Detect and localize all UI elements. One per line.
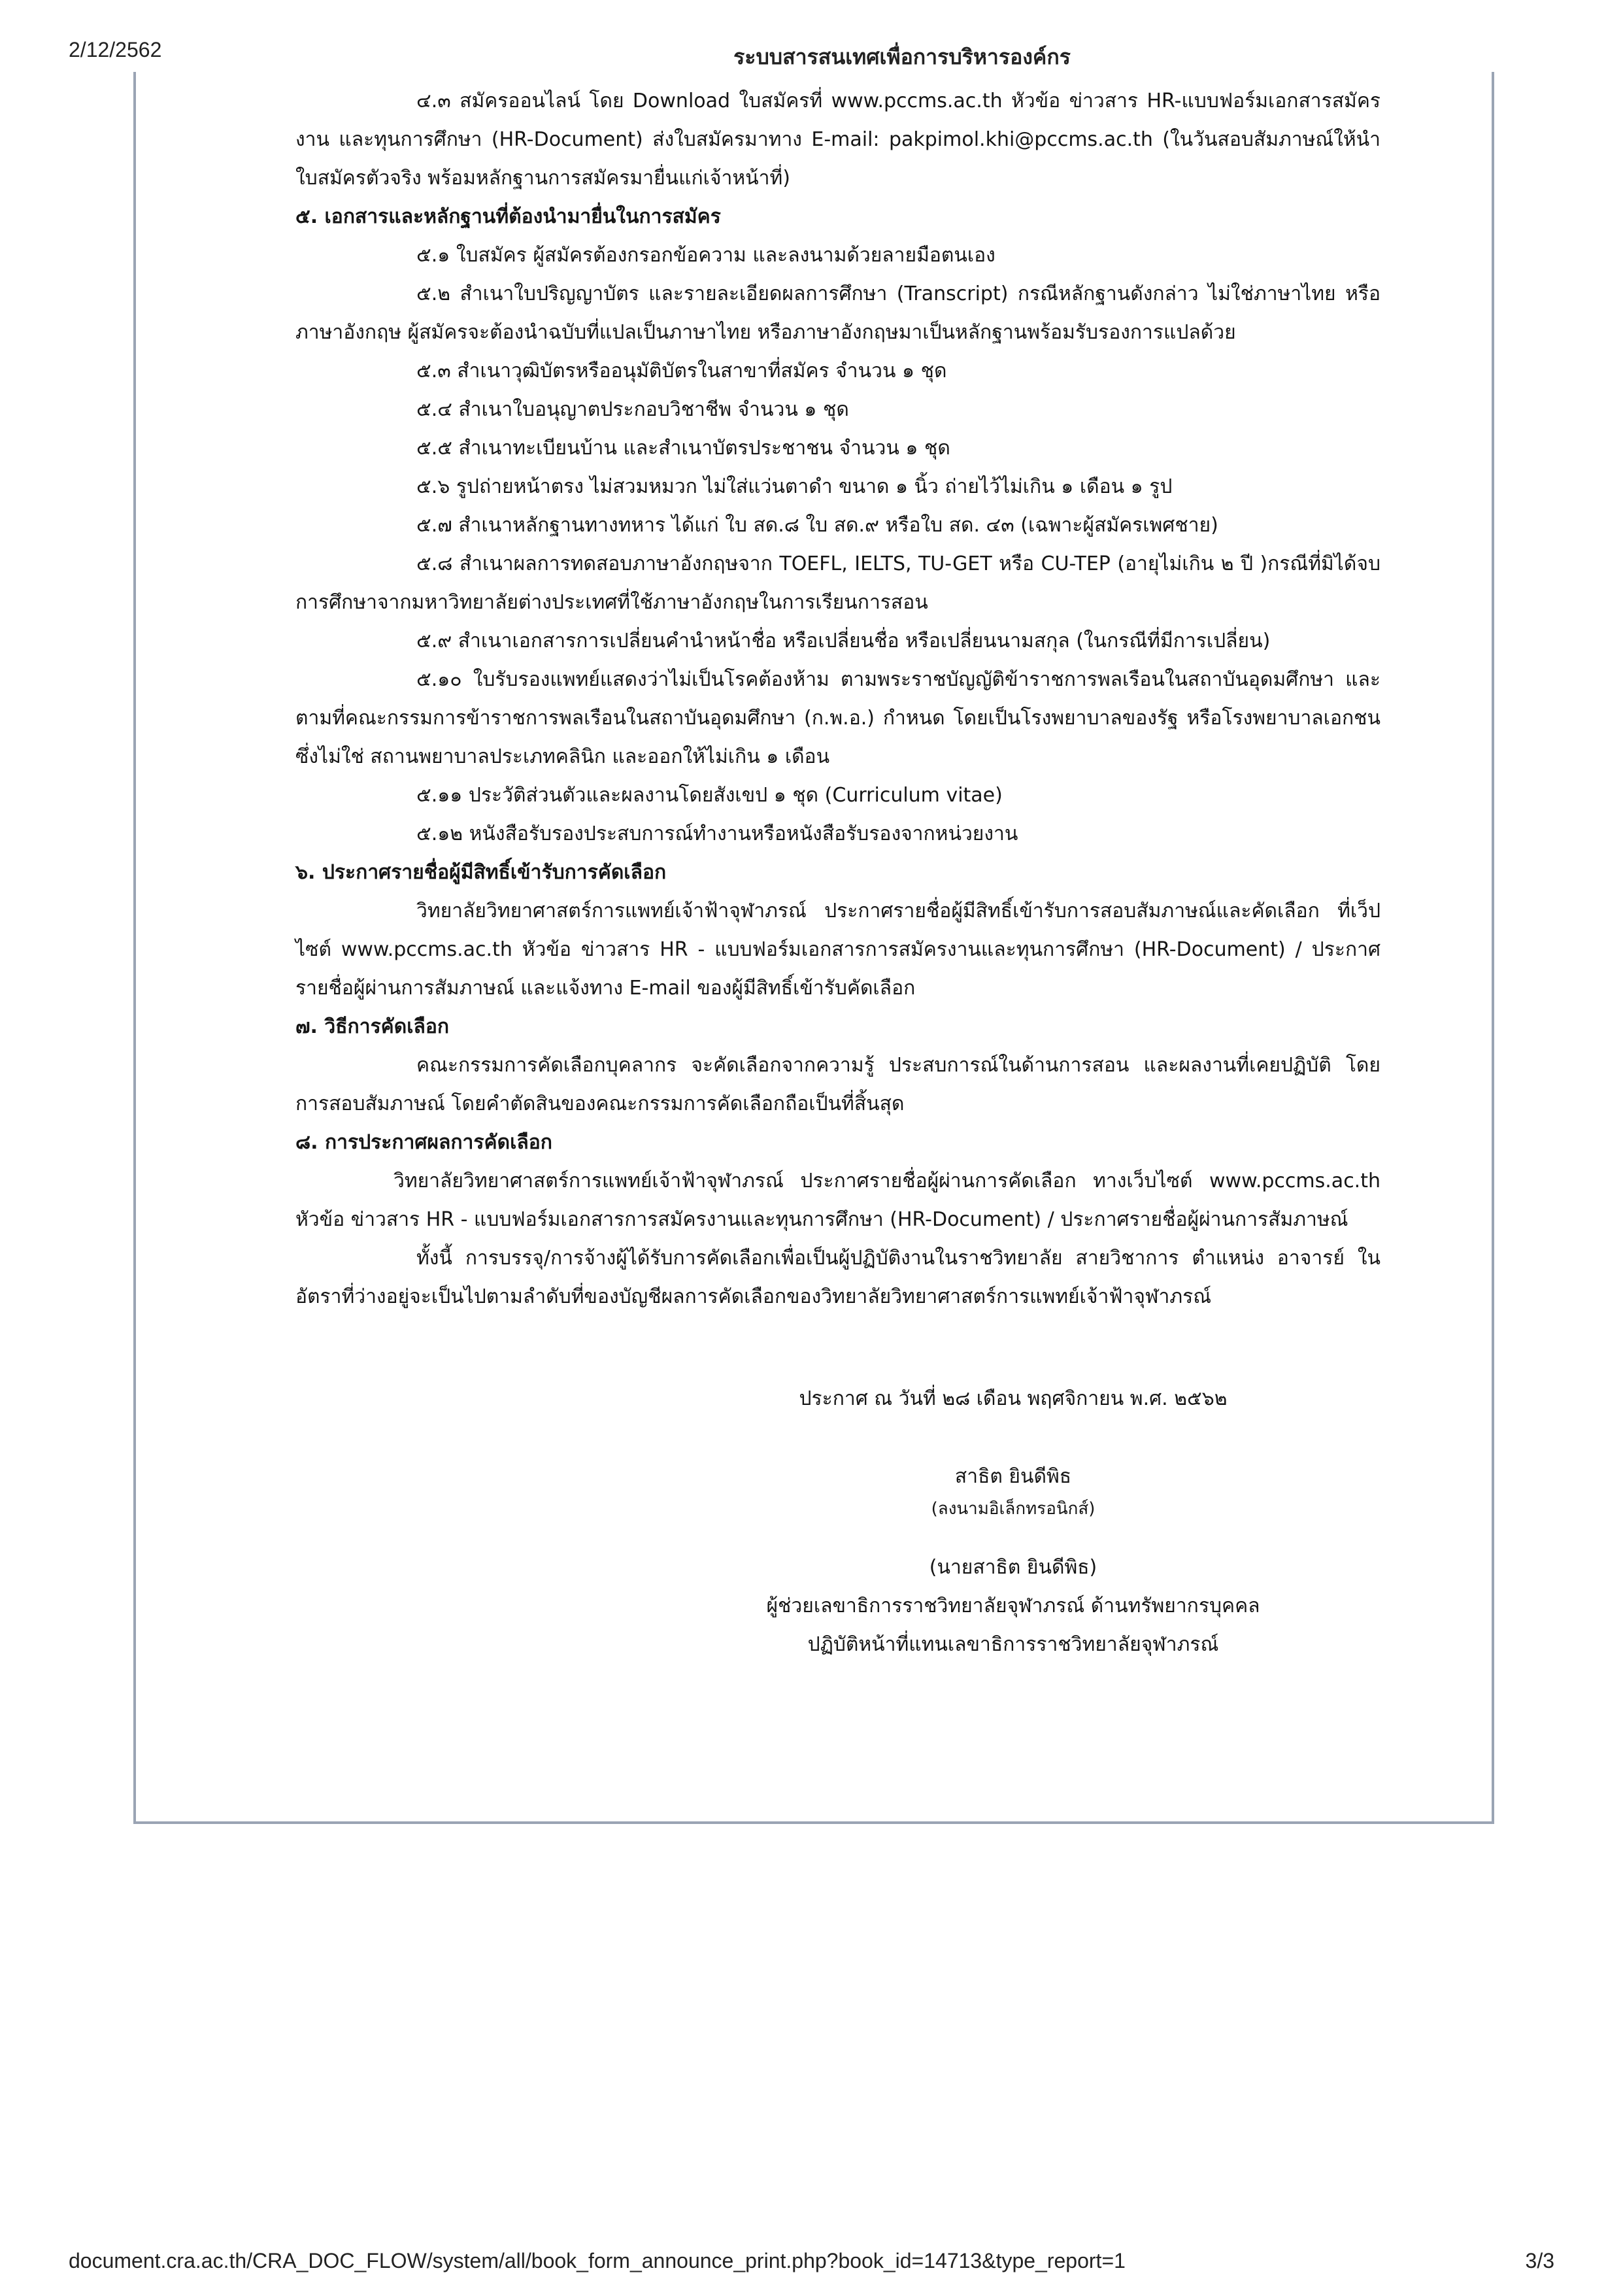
footer-url: document.cra.ac.th/CRA_DOC_FLOW/system/all/book_form_announce_print.php?book_id=14713&type_report=1: [69, 2249, 1126, 2272]
signer-position-2: ปฏิบัติหน้าที่แทนเลขาธิการราชวิทยาลัยจุฬาภรณ์: [807, 1633, 1219, 1656]
paragraph-9: ทั้งนี้ การบรรจุ/การจ้างผู้ได้รับการคัดเลือกเพื่อเป็นผู้ปฏิบัติงานในราชวิทยาลัย สายวิชาการ ตำแหน่ง อาจารย์ ในอัตราที่ว่างอยู่จะเป็นไปตามลำดับที่ของบัญชีผลการคัดเลือกของวิทยาลัยวิทยาศาสตร์การแพทย์เจ้าฟ้าจุฬาภรณ์: [295, 1247, 1380, 1308]
page-number: 3/3: [1525, 2249, 1554, 2272]
paragraph-4-3: ๔.๓ สมัครออนไลน์ โดย Download ใบสมัครที่ www.pccms.ac.th หัวข้อ ข่าวสาร HR-แบบฟอร์มเอกสารสมัครงาน และทุนการศึกษา (HR-Document) ส่งใบสมัครมาทาง E-mail: pakpimol.khi@pccms.ac.th (ในวันสอบสัมภาษณ์ให้นำใบสมัครตัวจริง พร้อมหลักฐานการสมัครมายื่นแก่เจ้าหน้าที่): [295, 90, 1380, 190]
paragraph-5-1: ๕.๑ ใบสมัคร ผู้สมัครต้องกรอกข้อความ และลงนามด้วยลายมือตนเอง: [416, 244, 996, 267]
paragraph-8: วิทยาลัยวิทยาศาสตร์การแพทย์เจ้าฟ้าจุฬาภรณ์ ประกาศรายชื่อผู้ผ่านการคัดเลือก ทางเว็บไซต์ www.pccms.ac.th หัวข้อ ข่าวสาร HR - แบบฟอร์มเอกสารการสมัครงานและทุนการศึกษา (HR-Document) / ประกาศรายชื่อผู้ผ่านการสัมภาษณ์: [295, 1170, 1380, 1231]
announce-date: ประกาศ ณ วันที่ ๒๘ เดือน พฤศจิกายน พ.ศ. ๒๕๖๒: [799, 1387, 1228, 1410]
paragraph-5-10: ๕.๑๐ ใบรับรองแพทย์แสดงว่าไม่เป็นโรคต้องห้าม ตามพระราชบัญญัติข้าราชการพลเรือนในสถาบันอุดมศึกษา และตามที่คณะกรรมการข้าราชการพลเรือนในสถาบันอุดมศึกษา (ก.พ.อ.) กำหนด โดยเป็นโรงพยาบาลของรัฐ หรือโรงพยาบาลเอกชน ซึ่งไม่ใช่ สถานพยาบาลประเภทคลินิก และออกให้ไม่เกิน ๑ เดือน: [295, 668, 1380, 768]
paragraph-5-11: ๕.๑๑ ประวัติส่วนตัวและผลงานโดยสังเขป ๑ ชุด (Curriculum vitae): [416, 784, 1003, 807]
signer-full-name: (นายสาธิต ยินดีพิธ): [929, 1556, 1097, 1579]
paragraph-5-9: ๕.๙ สำเนาเอกสารการเปลี่ยนคำนำหน้าชื่อ หรือเปลี่ยนชื่อ หรือเปลี่ยนนามสกุล (ในกรณีที่มีการเปลี่ยน): [416, 630, 1271, 652]
signer-name: สาธิต ยินดีพิธ: [954, 1465, 1072, 1488]
paragraph-7: คณะกรรมการคัดเลือกบุคลากร จะคัดเลือกจากความรู้ ประสบการณ์ในด้านการสอน และผลงานที่เคยปฏิบัติ โดยการสอบสัมภาษณ์ โดยคำตัดสินของคณะกรรมการคัดเลือกถือเป็นที่สิ้นสุด: [295, 1054, 1380, 1115]
paragraph-6: วิทยาลัยวิทยาศาสตร์การแพทย์เจ้าฟ้าจุฬาภรณ์ ประกาศรายชื่อผู้มีสิทธิ์เข้ารับการสอบสัมภาษณ์และคัดเลือก ที่เว็ปไซต์ www.pccms.ac.th หัวข้อ ข่าวสาร HR - แบบฟอร์มเอกสารการสมัครงานและทุนการศึกษา (HR-Document) / ประกาศรายชื่อผู้ผ่านการสัมภาษณ์ และแจ้งทาง E-mail ของผู้มีสิทธิ์เข้ารับคัดเลือก: [295, 900, 1380, 1000]
paragraph-5-5: ๕.๕ สำเนาทะเบียนบ้าน และสำเนาบัตรประชาชน จำนวน ๑ ชุด: [416, 437, 950, 460]
paragraph-5-2: ๕.๒ สำเนาใบปริญญาบัตร และรายละเอียดผลการศึกษา (Transcript) กรณีหลักฐานดังกล่าว ไม่ใช่ภาษาไทย หรือภาษาอังกฤษ ผู้สมัครจะต้องนำฉบับที่แปลเป็นภาษาไทย หรือภาษาอังกฤษมาเป็นหลักฐานพร้อมรับรองการแปลด้วย: [295, 282, 1380, 344]
section-6-heading: ๖. ประกาศรายชื่อผู้มีสิทธิ์เข้ารับการคัดเลือก: [295, 861, 667, 884]
paragraph-5-4: ๕.๔ สำเนาใบอนุญาตประกอบวิชาชีพ จำนวน ๑ ชุด: [416, 398, 849, 421]
paragraph-5-7: ๕.๗ สำเนาหลักฐานทางทหาร ได้แก่ ใบ สด.๘ ใบ สด.๙ หรือใบ สด. ๔๓ (เฉพาะผู้สมัครเพศชาย): [416, 514, 1218, 537]
print-date: 2/12/2562: [69, 38, 162, 61]
section-5-heading: ๕. เอกสารและหลักฐานที่ต้องนำมายื่นในการสมัคร: [295, 205, 721, 228]
paragraph-5-6: ๕.๖ รูปถ่ายหน้าตรง ไม่สวมหมวก ไม่ใส่แว่นตาดำ ขนาด ๑ นิ้ว ถ่ายไว้ไม่เกิน ๑ เดือน ๑ รูป: [416, 475, 1173, 498]
paragraph-5-3: ๕.๓ สำเนาวุฒิบัตรหรืออนุมัติบัตรในสาขาที่สมัคร จำนวน ๑ ชุด: [416, 360, 947, 382]
paragraph-5-12: ๕.๑๒ หนังสือรับรองประสบการณ์ทำงานหรือหนังสือรับรองจากหน่วยงาน: [416, 822, 1018, 845]
signer-position-1: ผู้ช่วยเลขาธิการราชวิทยาลัยจุฬาภรณ์ ด้านทรัพยากรบุคคล: [766, 1595, 1260, 1617]
section-8-heading: ๘. การประกาศผลการคัดเลือก: [295, 1131, 552, 1154]
esign-note: (ลงนามอิเล็กทรอนิกส์): [931, 1499, 1096, 1519]
paragraph-5-8: ๕.๘ สำเนาผลการทดสอบภาษาอังกฤษจาก TOEFL, IELTS, TU-GET หรือ CU-TEP (อายุไม่เกิน ๒ ปี )กรณีที่มิได้จบการศึกษาจากมหาวิทยาลัยต่างประเทศที่ใช้ภาษาอังกฤษในการเรียนการสอน: [295, 552, 1380, 614]
system-title: ระบบสารสนเทศเพื่อการบริหารองค์กร: [733, 44, 1071, 69]
document-body: [295, 82, 1380, 1316]
section-7-heading: ๗. วิธีการคัดเลือก: [295, 1015, 450, 1038]
signature-block: [673, 1379, 1353, 1664]
